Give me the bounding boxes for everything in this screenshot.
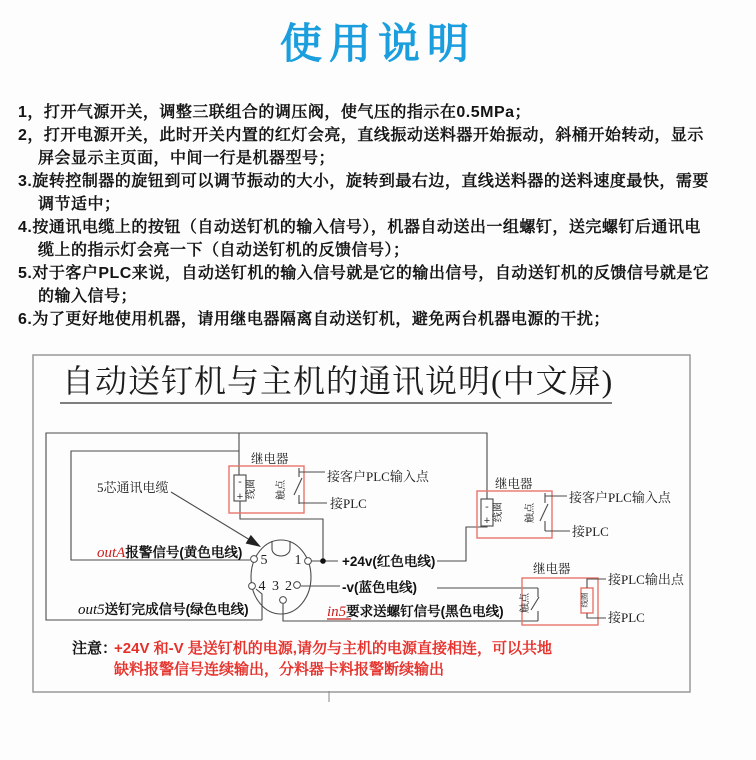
- pin-terminal: [251, 556, 258, 563]
- pin-terminal: [294, 582, 301, 589]
- pin-number: 1: [294, 553, 302, 568]
- instruction-line: 3.旋转控制器的旋钮到可以调节振动的大小，旋转到最右边，直线送料器的送料速度最快，需要: [18, 173, 709, 190]
- pin-terminal: [280, 597, 287, 604]
- note-line-1: +24V 和-V 是送钉机的电源,请勿与主机的电源直接相连，可以共地: [114, 640, 552, 657]
- relay-wire-top-label: 接PLC输出点: [608, 572, 684, 587]
- relay-label: 继电器: [251, 452, 289, 466]
- coil-minus: -: [485, 501, 489, 513]
- relay-label: 继电器: [495, 477, 533, 491]
- diagram-title: 自动送钉机与主机的通讯说明(中文屏): [62, 363, 614, 399]
- contact-label: 触点: [525, 503, 536, 523]
- relay-wire-bottom-label: 接PLC: [330, 496, 367, 511]
- page-title: 使用说明: [279, 20, 476, 67]
- instruction-line: 屏会显示主页面，中间一行是机器型号；: [38, 150, 336, 167]
- din-connector: [249, 540, 312, 614]
- instruction-line: 5.对于客户PLC来说，自动送钉机的输入信号就是它的输出信号，自动送钉机的反馈信号就是它: [18, 265, 710, 282]
- junction-dot: [320, 558, 326, 564]
- pin-number: 4: [258, 579, 266, 594]
- wires: [46, 433, 538, 621]
- contact-leads: [299, 472, 327, 503]
- instruction-line: 调节适中；: [38, 196, 121, 213]
- plus24v-label: +24v(红色电线): [342, 554, 436, 569]
- pin-number: 2: [285, 579, 292, 594]
- note: [72, 639, 552, 679]
- in5-signal-label: in5要求送螺钉信号(黑色电线): [327, 604, 504, 620]
- instruction-line: 2，打开电源开关，此时开关内置的红灯会亮，直线振动送料器开始振动，斜桶开始转动，显示: [18, 127, 704, 144]
- coil-plus: +: [236, 491, 244, 503]
- contact-label: 触点: [276, 480, 287, 500]
- wire-24v-to-relay2: [437, 526, 487, 561]
- coil-leads: [587, 579, 606, 618]
- instruction-line: 缆上的指示灯会亮一下（自动送钉机的反馈信号）；: [38, 242, 410, 259]
- contact-symbol: [294, 468, 302, 504]
- contact-label: 触点: [520, 593, 531, 613]
- coil-minus: -: [238, 476, 242, 488]
- outa-signal-label: outA报警信号(黄色电线): [97, 545, 243, 561]
- relay-label: 继电器: [533, 562, 571, 576]
- pin-terminal: [305, 558, 312, 565]
- coil-label: 线圈: [580, 592, 589, 608]
- relay-3: [518, 561, 685, 625]
- instruction-line: 6.为了更好地使用机器，请用继电器隔离自动送钉机，避免两台机器电源的干扰；: [18, 311, 610, 328]
- out5-signal-label: out5送钉完成信号(绿色电线): [78, 602, 249, 618]
- minusv-label: -v(蓝色电线): [342, 580, 417, 595]
- relay-2: [477, 476, 672, 539]
- coil-label: 线圈: [493, 502, 504, 522]
- instruction-line: 的输入信号；: [38, 288, 138, 305]
- wire-coil1-bottom: [240, 501, 323, 560]
- relay-wire-top-label: 接客户PLC输入点: [327, 469, 429, 484]
- cable-label: 5芯通讯电缆: [97, 480, 169, 495]
- relay-wire-bottom-label: 接PLC: [572, 524, 609, 539]
- contact-symbol: [531, 588, 539, 621]
- note-label: 注意：: [72, 640, 118, 657]
- relay-1: [229, 451, 430, 513]
- coil-label: 线圈: [246, 479, 257, 499]
- contact-leads: [545, 496, 570, 531]
- pin-number: 3: [272, 579, 279, 594]
- arrowhead-icon: [246, 535, 261, 547]
- instruction-line: 1，打开气源开关，调整三联组合的调压阀，使气压的指示在0.5MPa；: [18, 104, 532, 121]
- contact-symbol: [540, 493, 548, 531]
- wire-outa-loop: [71, 451, 250, 560]
- pin-number: 5: [260, 553, 268, 568]
- coil-plus: +: [483, 515, 491, 527]
- note-line-2: 缺料报警信号连续输出，分料器卡料报警断续输出: [114, 661, 445, 678]
- pin-terminal: [249, 583, 256, 590]
- instruction-line: 4.按通讯电缆上的按钮（自动送钉机的输入信号），机器自动送出一组螺钉，送完螺钉后通讯电: [18, 219, 701, 236]
- relay-wire-bottom-label: 接PLC: [608, 610, 645, 625]
- relay-wire-top-label: 接客户PLC输入点: [569, 490, 671, 505]
- connector-notch: [272, 541, 290, 556]
